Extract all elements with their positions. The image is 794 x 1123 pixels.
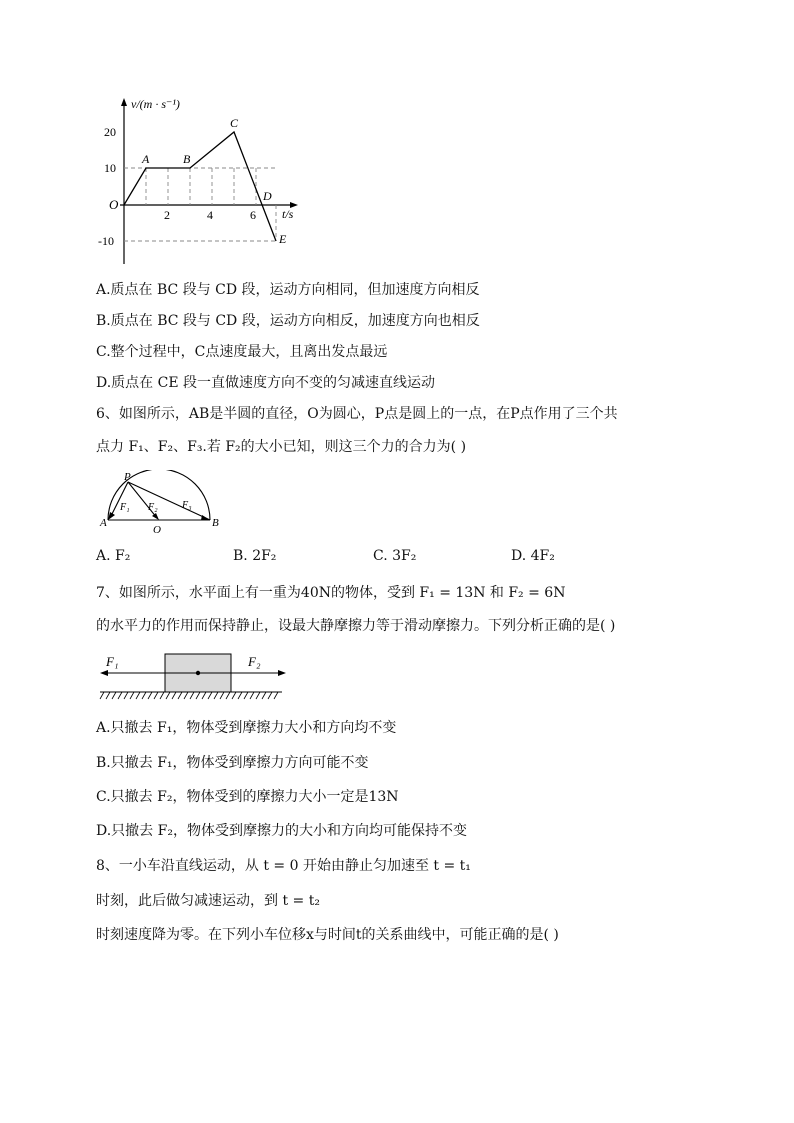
q7-block-diagram [98,648,288,706]
q5-point-e: E [279,232,287,246]
q6-stem-line-1: 6、如图所示，AB是半圆的直径，O为圆心，P点是圆上的一点，在P点作用了三个共 [96,406,618,422]
q6-option-a: A. F₂ [96,548,131,564]
q5-ytick: -10 [98,234,114,248]
q5-origin-label: O [109,197,119,212]
q7-option-b: B.只撤去 F₁，物体受到摩擦力方向可能不变 [96,755,369,771]
q8-stem-line-3: 时刻速度降为零。在下列小车位移x与时间t的关系曲线中，可能正确的是( ) [96,927,559,943]
q6-force-f1-label: F₁ [120,502,130,513]
q5-xtick: 2 [164,208,170,222]
q6-semicircle-diagram [98,470,224,536]
q7-force-f1-label: F₁ [106,654,119,669]
q5-point-d: D [263,189,272,203]
q7-force-f2-label: F₂ [248,654,261,669]
q5-option-a: A.质点在 BC 段与 CD 段，运动方向相同，但加速度方向相反 [96,282,480,298]
q5-point-b: B [183,152,191,166]
q5-option-c: C.整个过程中，C点速度最大，且离出发点最远 [96,344,388,360]
q5-point-c: C [230,116,239,130]
q6-point-a: A [100,517,107,529]
q6-force-f2-label: F₂ [148,502,158,513]
q6-point-o: O [153,524,161,536]
q5-xtick: 4 [207,208,213,222]
q5-ytick: 10 [104,161,116,175]
q5-xtick: 6 [250,208,256,222]
q6-point-b: B [212,517,219,529]
q6-option-b: B. 2F₂ [233,548,277,564]
q6-stem-line-2: 点力 F₁、F₂、F₃.若 F₂的大小已知，则这三个力的合力为( ) [96,439,467,455]
q5-axis-x-label: t/s [282,207,294,221]
q7-option-a: A.只撤去 F₁，物体受到摩擦力大小和方向均不变 [96,720,397,736]
q5-option-b: B.质点在 BC 段与 CD 段，运动方向相反，加速度方向也相反 [96,313,480,329]
q7-option-c: C.只撤去 F₂，物体受到的摩擦力大小一定是13N [96,789,399,805]
q8-stem-line-2: 时刻，此后做匀减速运动，到 t = t₂ [96,893,320,909]
q6-point-p: P [124,471,131,483]
q8-stem-line-1: 8、一小车沿直线运动，从 t = 0 开始由静止匀加速至 t = t₁ [96,858,471,874]
q6-force-f3-label: F₃ [182,500,192,511]
q5-option-d: D.质点在 CE 段一直做速度方向不变的匀减速直线运动 [96,375,436,391]
q7-stem-line-1: 7、如图所示，水平面上有一重为40N的物体，受到 F₁ = 13N 和 F₂ = 6N [96,585,566,601]
q7-stem-line-2: 的水平力的作用而保持静止，设最大静摩擦力等于滑动摩擦力。下列分析正确的是( ) [96,618,616,634]
q5-axis-y-label: v/(m · s⁻¹) [131,97,180,111]
q6-option-d: D. 4F₂ [511,548,555,564]
q5-vt-graph [96,92,326,272]
q7-option-d: D.只撤去 F₂，物体受到摩擦力的大小和方向均可能保持不变 [96,823,467,839]
q5-point-a: A [142,152,150,166]
q6-option-c: C. 3F₂ [373,548,417,564]
q5-ytick: 20 [104,125,116,139]
